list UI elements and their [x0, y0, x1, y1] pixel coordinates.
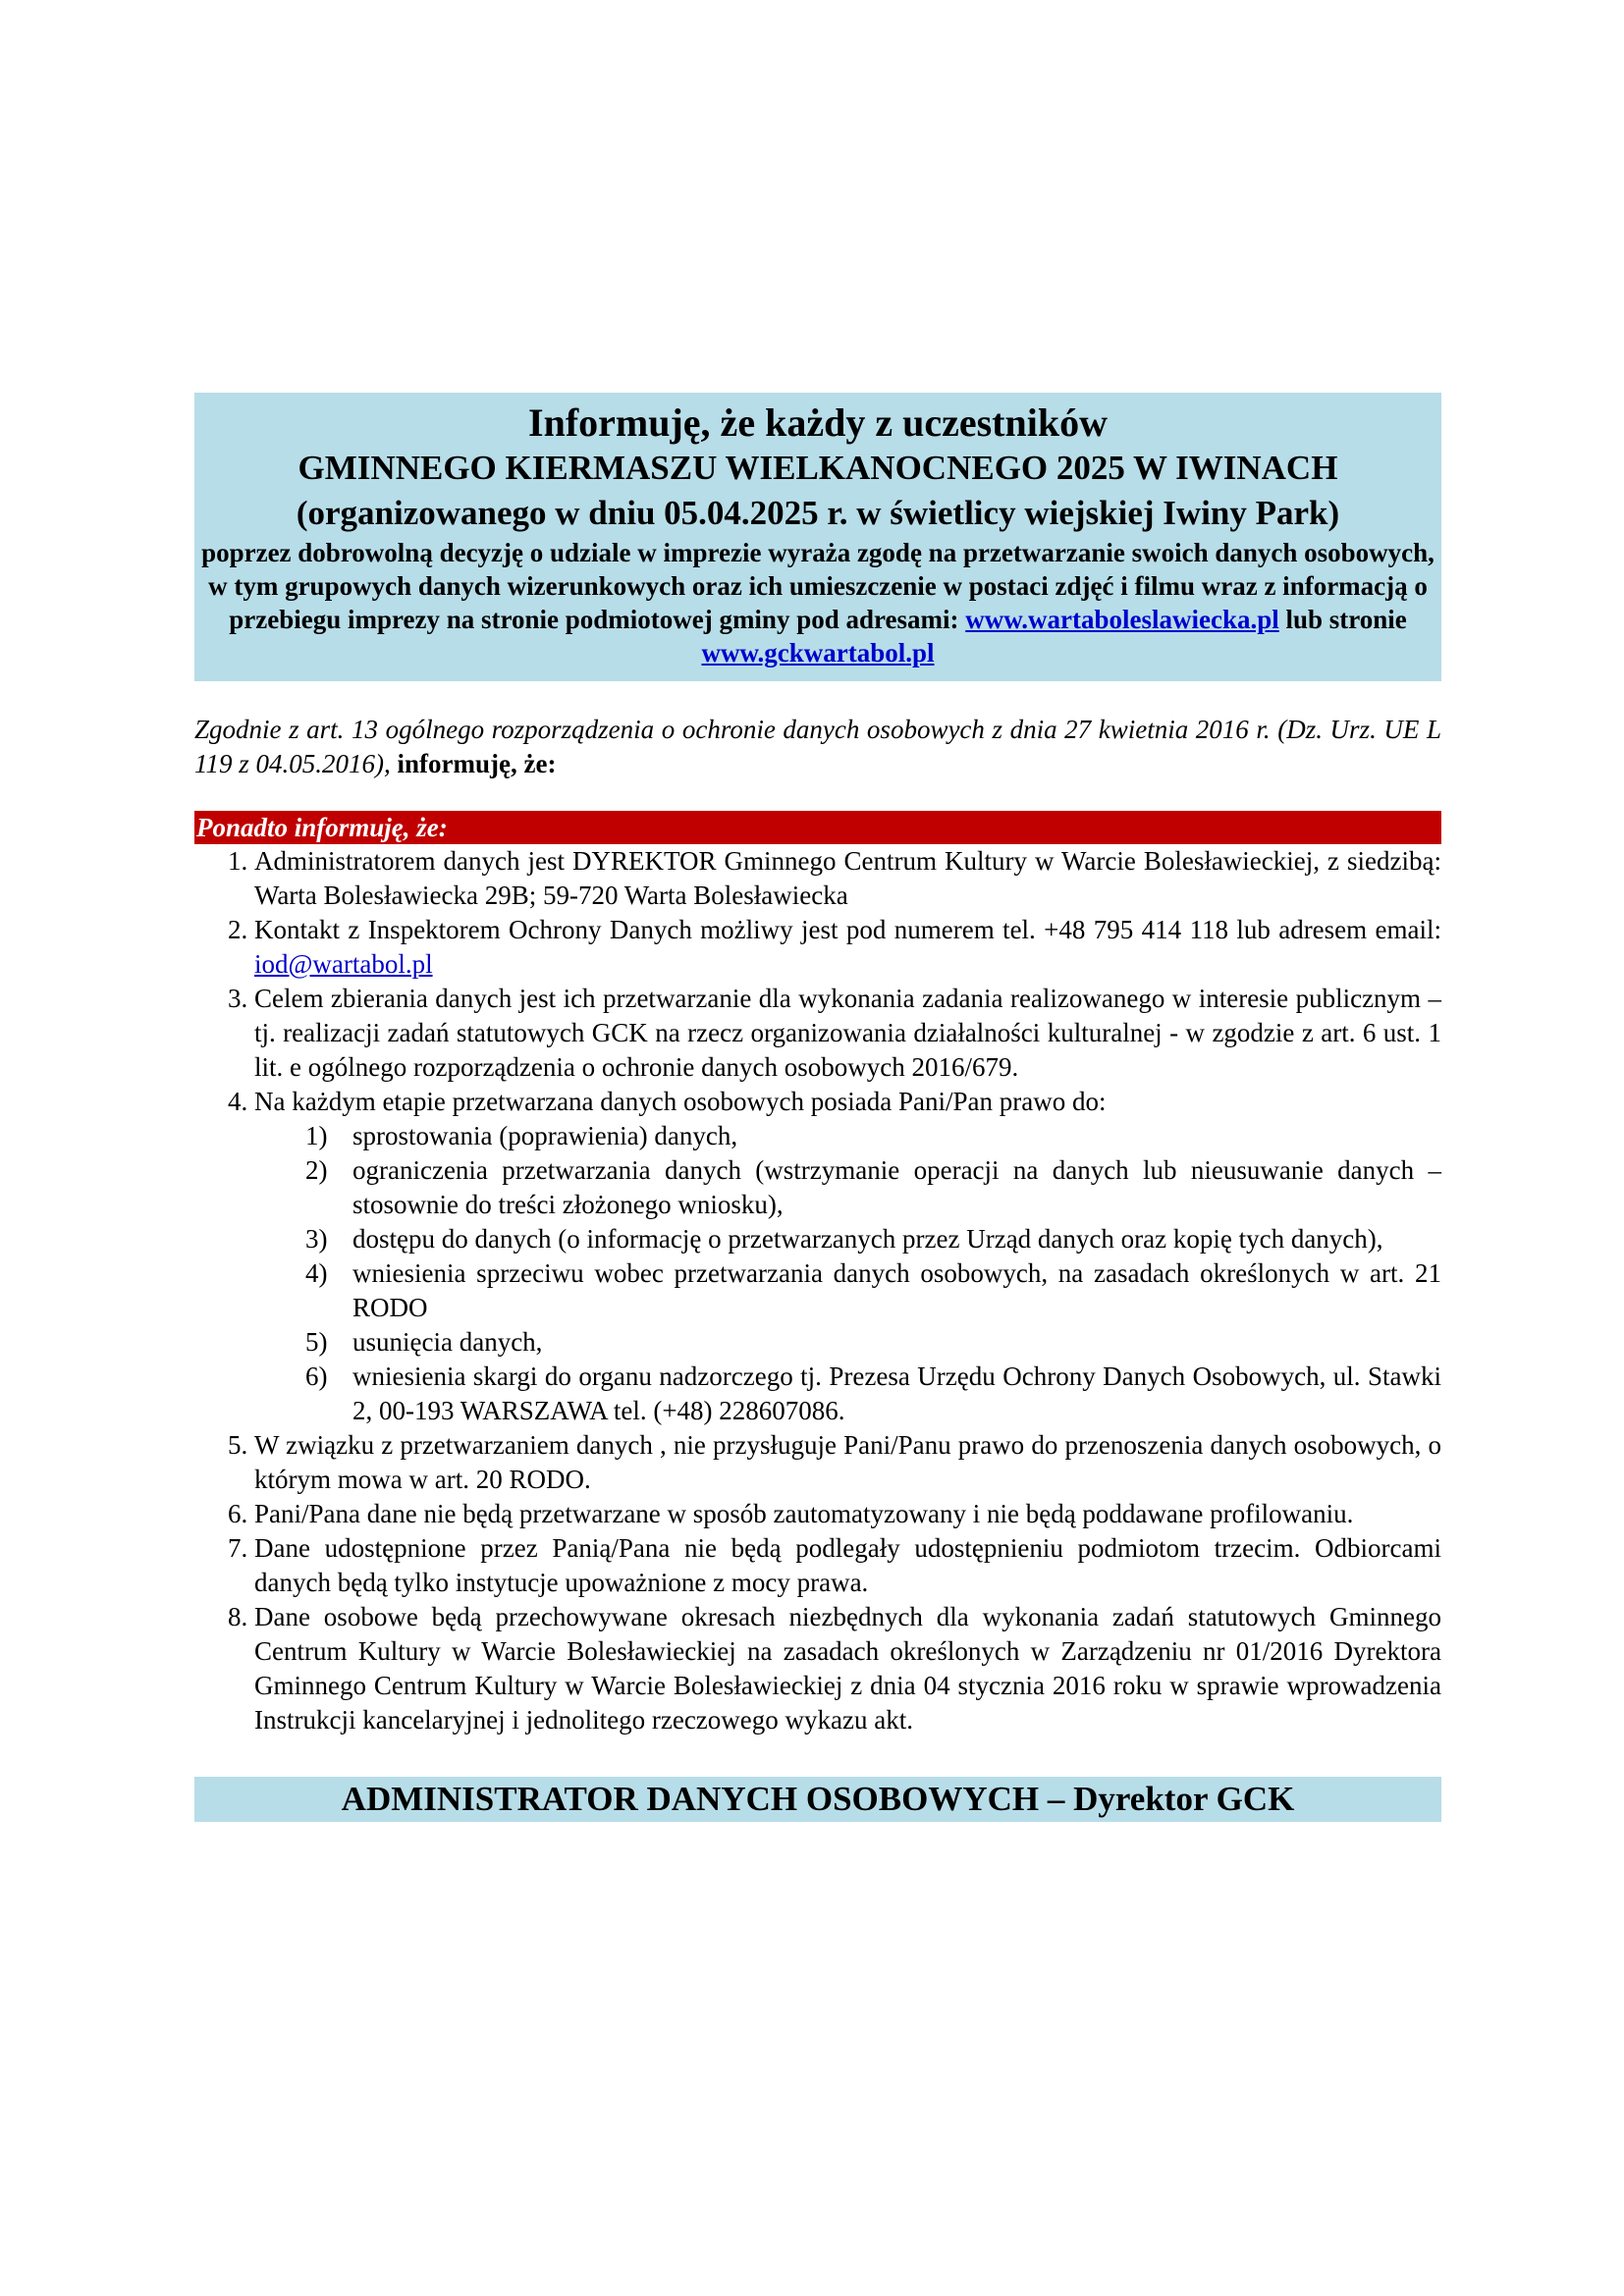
sub-list-text: dostępu do danych (o informację o przetwarzanych przez Urząd danych oraz kopię tych danych),	[352, 1224, 1383, 1254]
email-link[interactable]: iod@wartabol.pl	[254, 949, 433, 979]
document-content	[194, 393, 1441, 1822]
sub-list-text: ograniczenia przetwarzania danych (wstrzymanie operacji na danych lub nieusuwanie danych – stosownie do treści złożonego wniosku),	[352, 1155, 1441, 1219]
sub-list-text: wniesienia skargi do organu nadzorczego tj. Prezesa Urzędu Ochrony Danych Osobowych, ul. Stawki 2, 00-193 WARSZAWA tel. (+48) 228607086.	[352, 1362, 1441, 1425]
sub-list-item	[305, 1256, 1441, 1325]
sub-list-item	[305, 1325, 1441, 1360]
list-item-text: Kontakt z Inspektorem Ochrony Danych możliwy jest pod numerem tel. +48 795 414 118 lub adresem email:	[254, 915, 1441, 944]
sub-list-text: usunięcia danych,	[352, 1327, 543, 1357]
list-item	[254, 913, 1441, 982]
sub-list-number: 2)	[305, 1155, 328, 1185]
list-item: 8. Dane osobowe będą przechowywane okresach niezbędnych dla wykonania zadań statutowych Gminnego Centrum Kultury w Warcie Bolesławieckiej na zasadach określonych w Zarządzeniu nr 01/2016 Dyrektora Gminnego Centrum Kultury w Warcie Bolesławieckiej z dnia 04 stycznia 2016 roku w sprawie wprowadzenia Instrukcji kancelaryjnej i jednolitego rzeczowego wykazu akt.	[254, 1600, 1441, 1737]
intro-paragraph	[194, 713, 1441, 781]
list-item: 6. Pani/Pana dane nie będą przetwarzane w sposób zautomatyzowany i nie będą poddawane profilowaniu.	[254, 1497, 1441, 1531]
sub-list-number: 3)	[305, 1224, 328, 1254]
header-consent-mid: lub stronie	[1278, 605, 1407, 634]
sub-list-text: wniesienia sprzeciwu wobec przetwarzania danych osobowych, na zasadach określonych w art. 21 RODO	[352, 1258, 1441, 1322]
link-gckwartabol[interactable]: www.gckwartabol.pl	[701, 638, 935, 667]
header-line-1: Informuję, że każdy z uczestników	[528, 400, 1108, 445]
sub-list-item	[305, 1153, 1441, 1222]
sub-list-item	[305, 1360, 1441, 1428]
header-consent-text	[194, 536, 1441, 669]
sub-list-item	[305, 1222, 1441, 1256]
rights-list	[254, 1119, 1441, 1428]
sub-list-item	[305, 1119, 1441, 1153]
info-list	[194, 844, 1441, 1737]
sub-list-number: 6)	[305, 1362, 328, 1391]
list-item: 1. Administratorem danych jest DYREKTOR Gminnego Centrum Kultury w Warcie Bolesławieckiej, z siedzibą: Warta Bolesławiecka 29B; 59-720 Warta Bolesławiecka	[254, 844, 1441, 913]
intro-bold: informuję, że:	[390, 749, 557, 778]
intro-text: Zgodnie z art. 13 ogólnego rozporządzenia o ochronie danych osobowych z dnia 27 kwietnia 2016 r. (Dz. Urz. UE L 119 z 04.05.2016),	[194, 715, 1441, 778]
list-item: 3. Celem zbierania danych jest ich przetwarzanie dla wykonania zadania realizowanego w interesie publicznym – tj. realizacji zadań statutowych GCK na rzecz organizowania działalności kulturalnej - w zgodzie z art. 6 ust. 1 lit. e ogólnego rozporządzenia o ochronie danych osobowych 2016/679.	[254, 982, 1441, 1085]
list-item	[254, 1085, 1441, 1428]
header-consent-body: poprzez dobrowolną decyzję o udziale w imprezie wyraża zgodę na przetwarzanie swoich danych osobowych, w tym grupowych danych wizerunkowych oraz ich umieszczenie w postaci zdjęć i filmu wraz z informacją o przebiegu imprezy na stronie podmiotowej gminy pod adresami:	[201, 538, 1435, 634]
sub-list-number: 1)	[305, 1121, 328, 1150]
section-title: Ponadto informuję, że:	[194, 811, 1441, 844]
header-event-date: (organizowanego w dniu 05.04.2025 r. w świetlicy wiejskiej Iwiny Park)	[296, 494, 1340, 532]
list-item: 5. W związku z przetwarzaniem danych , nie przysługuje Pani/Panu prawo do przenoszenia danych osobowych, o którym mowa w art. 20 RODO.	[254, 1428, 1441, 1497]
sub-list-number: 5)	[305, 1327, 328, 1357]
header-event-title: GMINNEGO KIERMASZU WIELKANOCNEGO 2025 W IWINACH	[298, 449, 1338, 487]
header-box	[194, 393, 1441, 681]
sub-list-text: sprostowania (poprawienia) danych,	[352, 1121, 738, 1150]
footer-box: ADMINISTRATOR DANYCH OSOBOWYCH – Dyrektor GCK	[194, 1777, 1441, 1822]
link-wartaboleslawiecka[interactable]: www.wartaboleslawiecka.pl	[965, 605, 1279, 634]
sub-list-number: 4)	[305, 1258, 328, 1288]
list-item: 7. Dane udostępnione przez Panią/Pana nie będą podlegały udostępnieniu podmiotom trzecim. Odbiorcami danych będą tylko instytucje upoważnione z mocy prawa.	[254, 1531, 1441, 1600]
list-item-text: Na każdym etapie przetwarzana danych osobowych posiada Pani/Pan prawo do:	[254, 1087, 1107, 1116]
